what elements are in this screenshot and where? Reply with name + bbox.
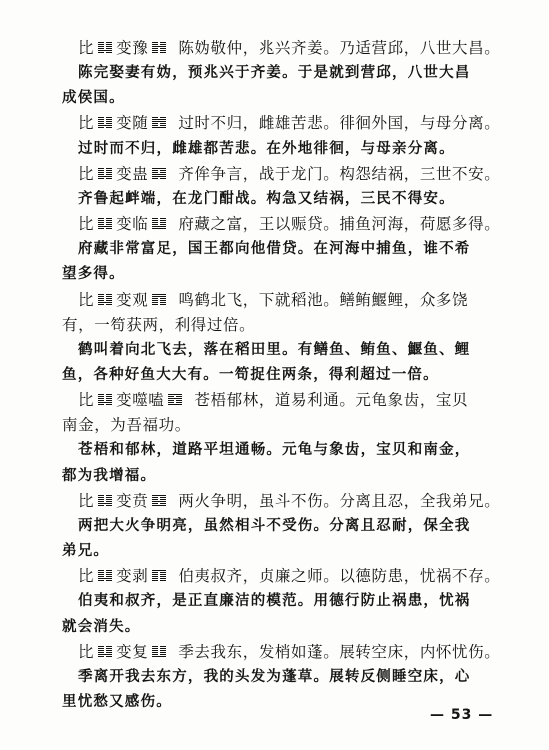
- gua-label: 变随: [116, 114, 149, 132]
- hexagram-bi-icon: [98, 394, 112, 406]
- verse-line: [78, 113, 518, 133]
- translation-line: 里忧愁又感伤。: [62, 694, 172, 710]
- hexagram-bi-icon: [98, 168, 112, 180]
- translation-line: 陈完娶妻有妫，预兆兴于齐姜。于是就到营邱，八世大昌: [78, 65, 471, 81]
- verse-text: 陈妫敬仲，兆兴齐姜。乃适营邱，八世大昌。: [178, 39, 501, 57]
- hexagram-fu-icon: [152, 646, 166, 658]
- translation-line: 两把大火争明亮，虽然相斗不受伤。分离且忍耐，保全我: [78, 518, 471, 534]
- translation-line: 鱼，各种好鱼大大有。一笱捉住两条，得利超过一倍。: [62, 367, 439, 383]
- translation-line: 府藏非常富足，国王都向他借贷。在河海中捕鱼，谁不希: [78, 241, 471, 257]
- gua-label: 变蛊: [116, 165, 149, 183]
- gua-label: 变观: [116, 291, 149, 309]
- gua-char: 比: [78, 291, 95, 309]
- hexagram-lin-icon: [152, 218, 166, 230]
- translation-line: 望多得。: [62, 266, 125, 282]
- verse-line: 南金，为吾福功。: [62, 416, 191, 434]
- translation-line: 伯夷和叔齐，是正直廉洁的模范。用德行防止祸患，忧祸: [78, 593, 471, 609]
- verse-text: 过时不归，雌雄苦悲。徘徊外国，与母分离。: [178, 114, 501, 132]
- translation-line: 都为我增福。: [62, 468, 157, 484]
- verse-line: [78, 566, 518, 586]
- translation-line: 弟兄。: [62, 543, 110, 559]
- hexagram-shihe-icon: [168, 394, 182, 406]
- verse-text: 苍梧郁林，道易利通。元龟象齿，宝贝: [194, 391, 469, 409]
- verse-text: 两火争明，虽斗不伤。分离且忍，全我弟兄。: [178, 492, 501, 510]
- gua-char: 比: [78, 114, 95, 132]
- gua-label: 变剥: [116, 567, 149, 585]
- verse-line: [78, 214, 518, 234]
- verse-line: [78, 390, 518, 410]
- hexagram-bi-icon: [98, 42, 112, 54]
- gua-label: 变豫: [116, 39, 149, 57]
- hexagram-bi-icon: [98, 495, 112, 507]
- verse-line: [78, 642, 518, 662]
- translation-line: 齐鲁起衅端，在龙门酣战。构急又结祸，三民不得安。: [78, 191, 455, 207]
- verse-line: [78, 164, 518, 184]
- verse-text: 季去我东，发梢如蓬。展转空床，内怀忧伤。: [178, 643, 501, 661]
- verse-text: 齐侔争言，战于龙门。构怨结祸，三世不安。: [178, 165, 501, 183]
- hexagram-sui-icon: [152, 117, 166, 129]
- translation-line: 鹤叫着向北飞去，落在稻田里。有鳝鱼、鲔鱼、鰋鱼、鲤: [78, 342, 471, 358]
- gua-label: 变复: [116, 643, 149, 661]
- verse-line: 有，一笱获两，利得过倍。: [62, 316, 256, 334]
- gua-label: 变临: [116, 215, 149, 233]
- verse-text: 伯夷叔齐，贞廉之师。以德防患，忧祸不存。: [178, 567, 501, 585]
- translation-line: 就会消失。: [62, 619, 141, 635]
- hexagram-bi-icon: [98, 117, 112, 129]
- hexagram-guan-icon: [152, 294, 166, 306]
- gua-char: 比: [78, 567, 95, 585]
- gua-char: 比: [78, 39, 95, 57]
- page-number: — 53 —: [430, 707, 494, 723]
- hexagram-bi-icon: [98, 294, 112, 306]
- hexagram-bi2-icon: [152, 495, 166, 507]
- verse-line: [78, 491, 518, 511]
- verse-line: [78, 290, 518, 310]
- gua-char: 比: [78, 492, 95, 510]
- translation-line: 季离开我去东方，我的头发为蓬草。展转反侧睡空床，心: [78, 669, 471, 685]
- gua-char: 比: [78, 165, 95, 183]
- hexagram-yu-icon: [152, 42, 166, 54]
- translation-line: 苍梧和郁林，道路平坦通畅。元龟与象齿，宝贝和南金，: [78, 442, 471, 458]
- gua-label: 变贲: [116, 492, 149, 510]
- gua-char: 比: [78, 215, 95, 233]
- gua-char: 比: [78, 643, 95, 661]
- translation-line: 成侯国。: [62, 90, 125, 106]
- hexagram-gu-icon: [152, 168, 166, 180]
- hexagram-bi-icon: [98, 570, 112, 582]
- gua-label: 变噬嗑: [116, 391, 165, 409]
- hexagram-bi-icon: [98, 646, 112, 658]
- translation-line: 过时而不归，雌雄都苦悲。在外地徘徊，与母亲分离。: [78, 141, 455, 157]
- verse-text: 府藏之富，王以赈贷。捕鱼河海，荷愿多得。: [178, 215, 501, 233]
- hexagram-bo-icon: [152, 570, 166, 582]
- gua-char: 比: [78, 391, 95, 409]
- verse-text: 鸣鹤北飞，下就稻池。鳝鲔鰋鲤，众多饶: [178, 291, 469, 309]
- verse-line: [78, 38, 518, 58]
- hexagram-bi-icon: [98, 218, 112, 230]
